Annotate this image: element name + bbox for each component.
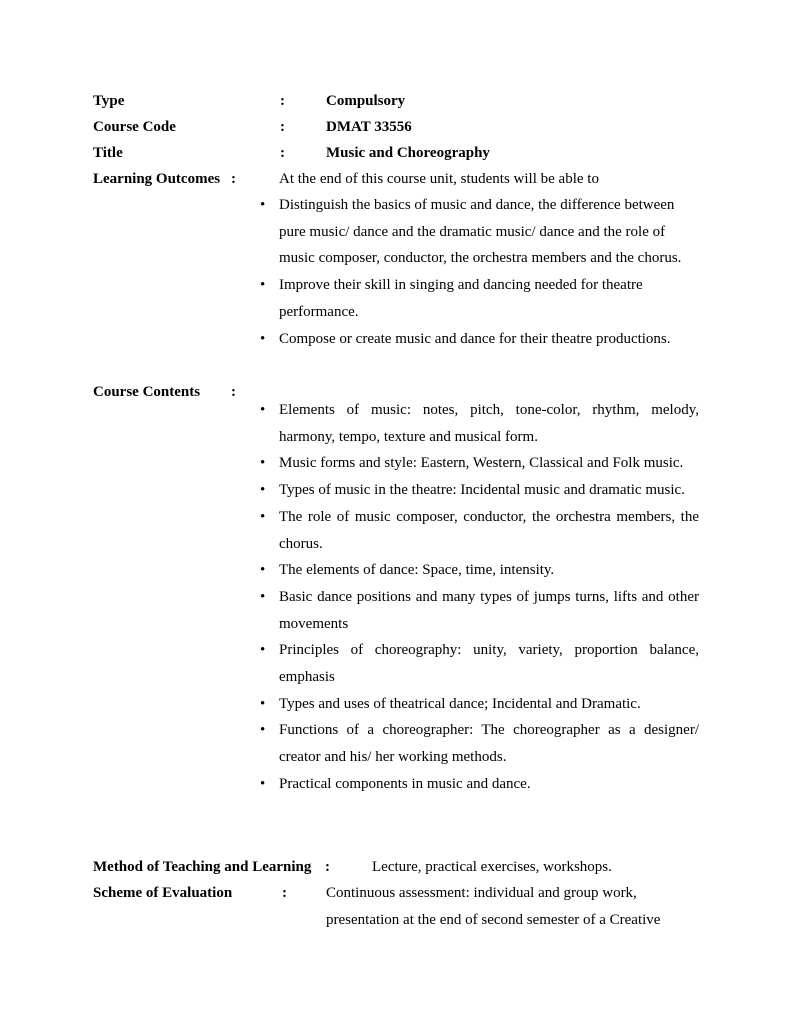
course-contents-colon: : <box>231 384 236 400</box>
list-item: • Compose or create music and dance for their theatre productions. <box>279 326 699 353</box>
learning-outcomes-intro: At the end of this course unit, students will be able to <box>279 171 599 187</box>
teaching-label: Method of Teaching and Learning <box>93 859 312 875</box>
list-item: • Types and uses of theatrical dance; Incidental and Dramatic. <box>279 691 699 718</box>
learning-outcomes-list <box>279 192 699 352</box>
type-label: Type <box>93 93 125 109</box>
evaluation-label: Scheme of Evaluation <box>93 885 233 901</box>
title-value: Music and Choreography <box>326 145 490 161</box>
evaluation-value: Continuous assessment: individual and group work, presentation at the end of second semester of a Creative <box>326 885 661 928</box>
list-item: • Types of music in the theatre: Incidental music and dramatic music. <box>279 477 699 504</box>
course-contents-label: Course Contents <box>93 384 201 400</box>
course-code-value: DMAT 33556 <box>326 119 412 135</box>
teaching-colon: : <box>325 859 330 875</box>
list-item: • The elements of dance: Space, time, intensity. <box>279 557 699 584</box>
teaching-value: Lecture, practical exercises, workshops. <box>372 859 612 875</box>
list-item: • Principles of choreography: unity, variety, proportion balance, emphasis <box>279 637 699 690</box>
list-item: • Elements of music: notes, pitch, tone-color, rhythm, melody, harmony, tempo, texture and musical form. <box>279 397 699 450</box>
title-colon: : <box>280 145 285 161</box>
course-contents-list <box>279 397 699 798</box>
list-item: • Functions of a choreographer: The choreographer as a designer/ creator and his/ her working methods. <box>279 717 699 770</box>
list-item: • Basic dance positions and many types of jumps turns, lifts and other movements <box>279 584 699 637</box>
learning-outcomes-label: Learning Outcomes <box>93 171 221 187</box>
course-code-colon: : <box>280 119 285 135</box>
list-item: • Distinguish the basics of music and dance, the difference between pure music/ dance and the dramatic music/ dance and the role of music composer, conductor, the orchestra members and the chorus. <box>279 192 699 272</box>
evaluation-colon: : <box>282 885 287 901</box>
list-item: • The role of music composer, conductor, the orchestra members, the chorus. <box>279 504 699 557</box>
course-code-label: Course Code <box>93 119 176 135</box>
list-item: • Music forms and style: Eastern, Western, Classical and Folk music. <box>279 450 699 477</box>
learning-outcomes-colon: : <box>231 171 236 187</box>
type-colon: : <box>280 93 285 109</box>
title-label: Title <box>93 145 123 161</box>
type-value: Compulsory <box>326 93 406 109</box>
list-item: • Practical components in music and dance. <box>279 771 699 798</box>
list-item: • Improve their skill in singing and dancing needed for theatre performance. <box>279 272 699 325</box>
